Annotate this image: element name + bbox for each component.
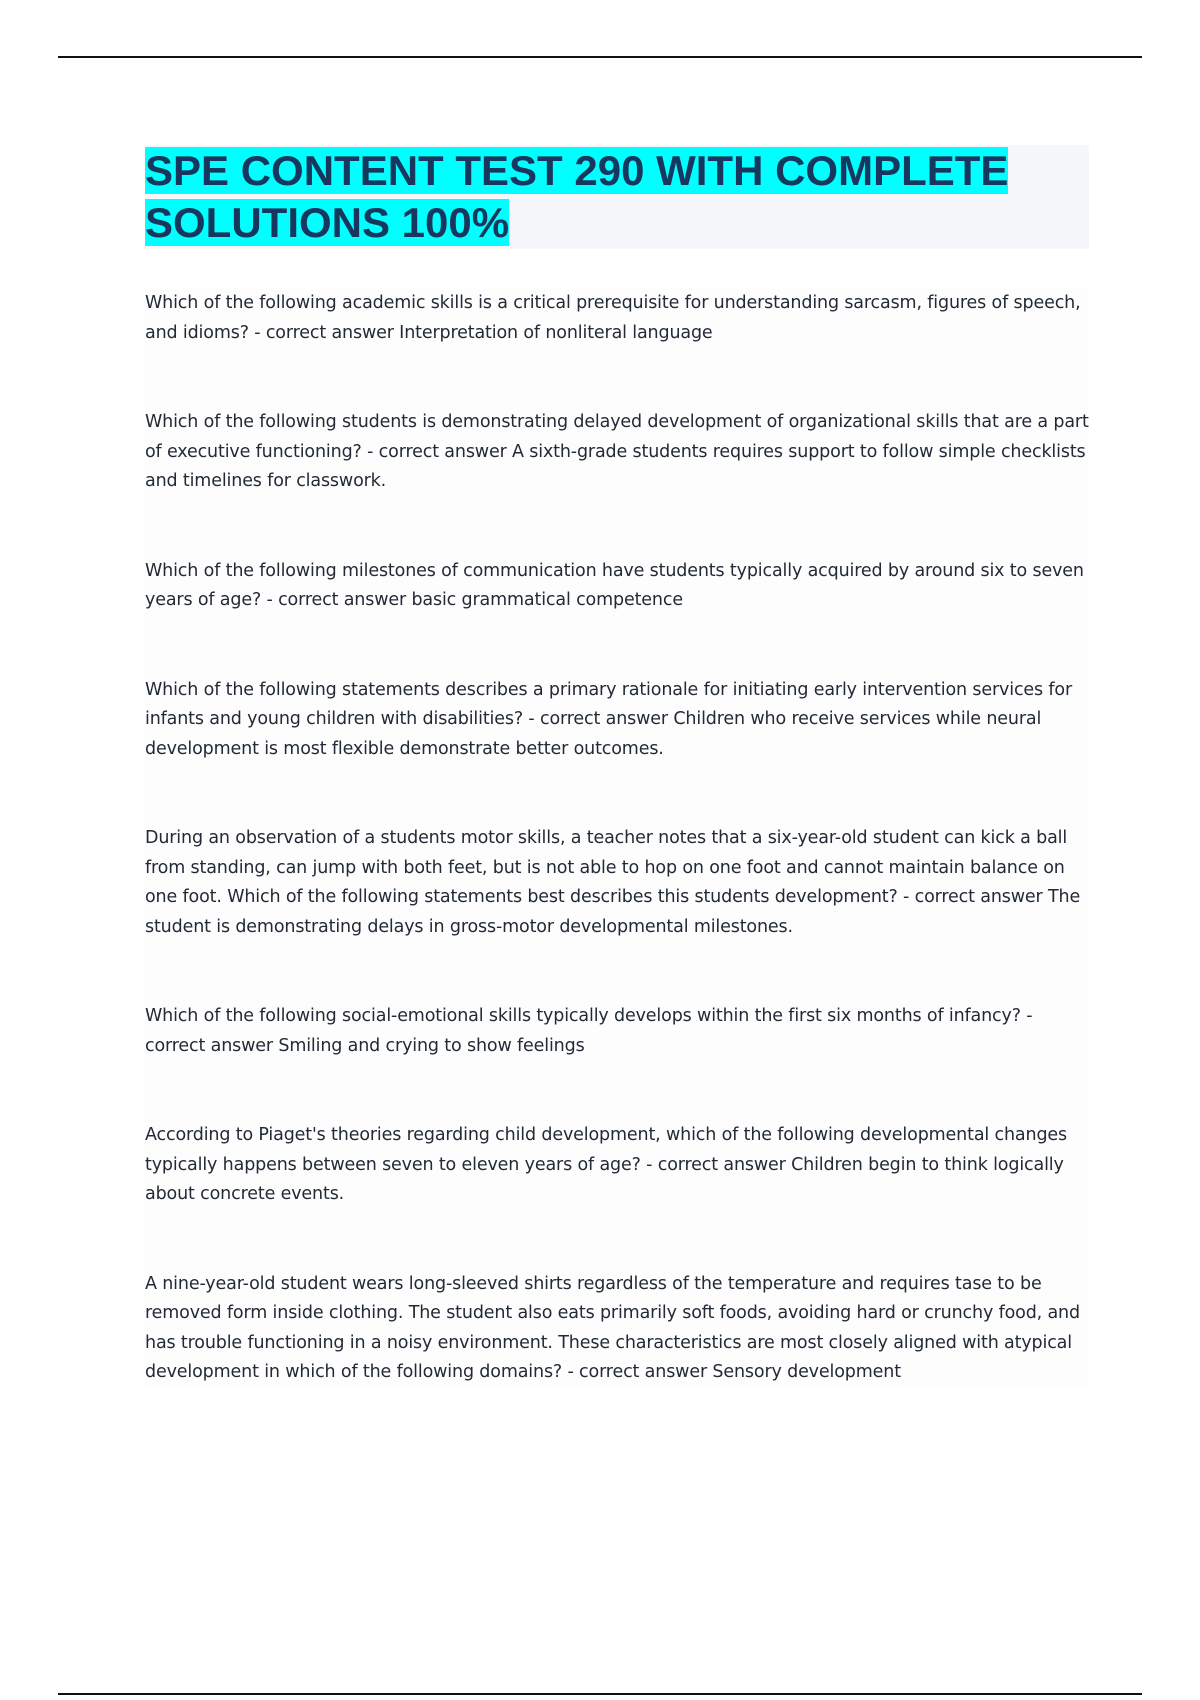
question-item-4: Which of the following statements describes a primary rationale for initiating early intervention services for infants and young children with disabilities? - correct answer Children who receive services while neural development is most flexible demonstrate better outcomes.: [145, 679, 1073, 759]
question-item-2: Which of the following students is demonstrating delayed development of organizational skills that are a part of executive functioning? - correct answer A sixth-grade students requires support to follow simple checklists and timelines for classwork.: [145, 412, 1089, 491]
question-list: [145, 289, 1089, 1388]
document-title: [145, 145, 1089, 249]
title-block: [145, 145, 1089, 249]
top-rule: [58, 56, 1142, 58]
question-item-1: Which of the following academic skills is a critical prerequisite for understanding sarcasm, figures of speech, and idioms? - correct answer Interpretation of nonliteral language: [145, 293, 1081, 343]
bottom-rule: [58, 1693, 1142, 1695]
question-item-5: During an observation of a students motor skills, a teacher notes that a six-year-old student can kick a ball from standing, can jump with both feet, but is not able to hop on one foot and cannot maintain balance on one foot. Which of the following statements best describes this students development? - correct answer The student is demonstrating delays in gross-motor developmental milestones.: [145, 828, 1081, 937]
question-item-8: A nine-year-old student wears long-sleeved shirts regardless of the temperature and requires tase to be removed form inside clothing. The student also eats primarily soft foods, avoiding hard or crunchy food, and has trouble functioning in a noisy environment. These characteristics are most closely aligned with atypical development in which of the following domains? - correct answer Sensory development: [145, 1273, 1080, 1382]
title-highlight: SPE CONTENT TEST 290 WITH COMPLETE SOLUTIONS 100%: [145, 147, 1009, 246]
question-item-3: Which of the following milestones of communication have students typically acquired by around six to seven years of age? - correct answer basic grammatical competence: [145, 560, 1084, 610]
document-body: [145, 145, 1089, 1388]
question-item-7: According to Piaget's theories regarding child development, which of the following developmental changes typically happens between seven to eleven years of age? - correct answer Children begin to think logically about concrete events.: [145, 1125, 1067, 1204]
question-item-6: Which of the following social-emotional skills typically develops within the first six months of infancy? - correct answer Smiling and crying to show feelings: [145, 1006, 1033, 1056]
